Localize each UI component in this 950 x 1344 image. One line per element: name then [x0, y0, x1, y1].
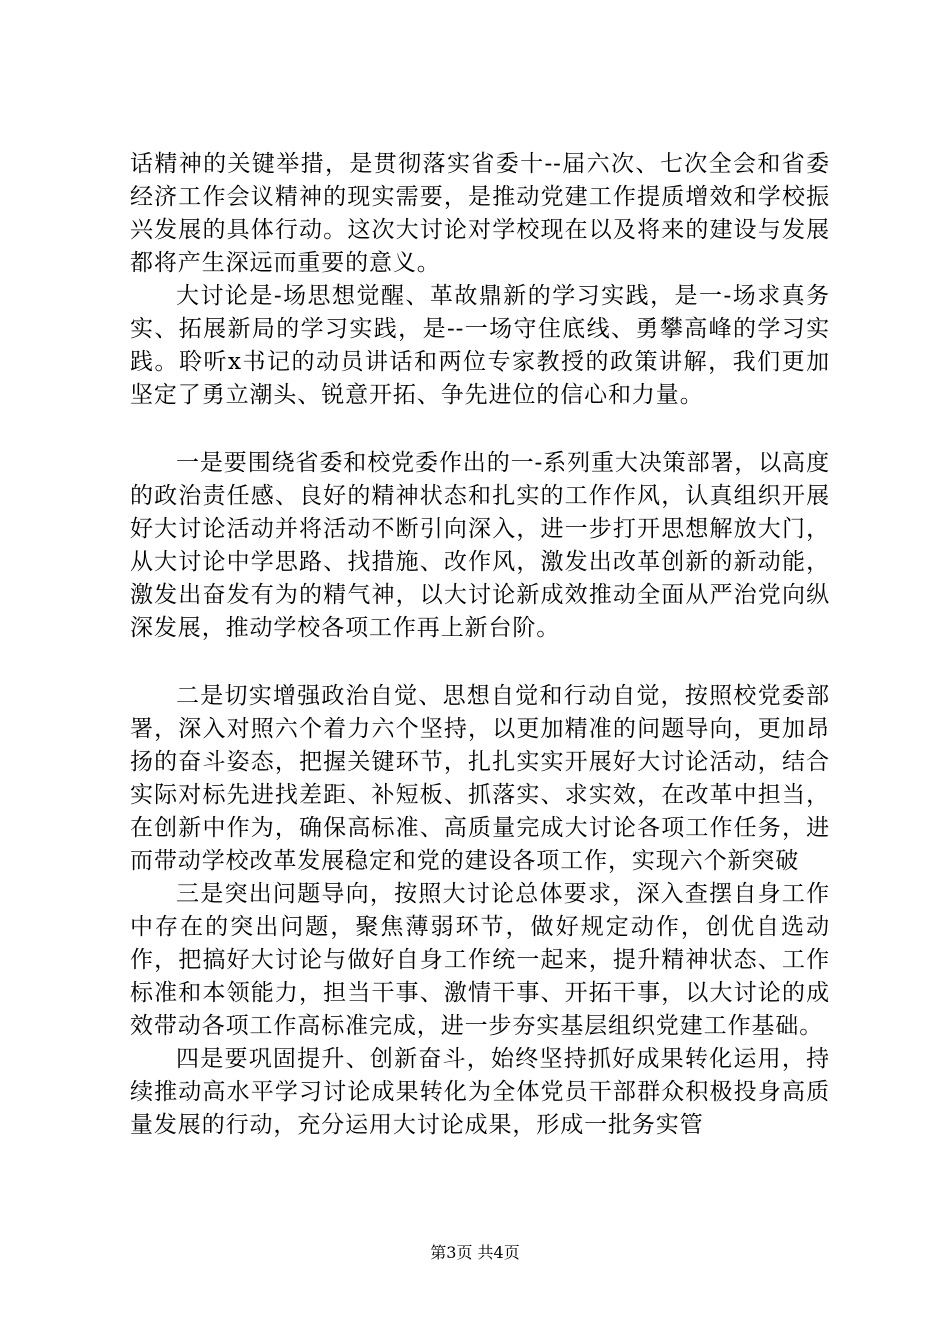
- document-body: [130, 148, 830, 1142]
- paragraph-point-four: 四是要巩固提升、创新奋斗，始终坚持抓好成果转化运用，持续推动高水平学习讨论成果转化为全体党员干部群众积极投身高质量发展的行动，充分运用大讨论成果，形成一批务实管: [130, 1046, 830, 1138]
- paragraph-point-three: 三是突出问题导向，按照大讨论总体要求，深入查摆自身工作中存在的突出问题，聚焦薄弱环节，做好规定动作，创优自选动作，把搞好大讨论与做好自身工作统一起来，提升精神状态、工作标准和本领能力，担当干事、激情干事、开拓干事，以大讨论的成效带动各项工作高标准完成，进一步夯实基层组织党建工作基础。: [130, 881, 830, 1039]
- paragraph-point-two: 二是切实增强政治自觉、思想自觉和行动自觉，按照校党委部署，深入对照六个着力六个坚持，以更加精准的问题导向，更加昂扬的奋斗姿态，把握关键环节，扎扎实实开展好大讨论活动，结合实际对标先进找差距、补短板、抓落实、求实效，在改革中担当，在创新中作为，确保高标准、高质量完成大讨论各项工作任务，进而带动学校改革发展稳定和党的建设各项工作，实现六个新突破: [130, 683, 830, 874]
- paragraph-discussion-intro: 大讨论是-场思想觉醒、革故鼎新的学习实践，是一-场求真务实、拓展新局的学习实践，是--一场守住底线、勇攀高峰的学习实践。聆听x书记的动员讲话和两位专家教授的政策讲解，我们更加坚定了勇立潮头、锐意开拓、争先进位的信心和力量。: [130, 283, 830, 408]
- paragraph-point-one: 一是要围绕省委和校党委作出的一-系列重大决策部署，以高度的政治责任感、良好的精神状态和扎实的工作作风，认真组织开展好大讨论活动并将活动不断引向深入，进一步打开思想解放大门，从大讨论中学思路、找措施、改作风，激发出改革创新的新动能，激发出奋发有为的精气神，以大讨论新成效推动全面从严治党向纵深发展，推动学校各项工作再上新台阶。: [130, 450, 830, 641]
- page-number-footer: 第3页 共4页: [430, 1243, 520, 1262]
- paragraph-continuation: 话精神的关键举措，是贯彻落实省委十--届六次、七次全会和省委经济工作会议精神的现实需要，是推动党建工作提质增效和学校振兴发展的具体行动。这次大讨论对学校现在以及将来的建设与发展都将产生深远而重要的意义。: [130, 151, 830, 276]
